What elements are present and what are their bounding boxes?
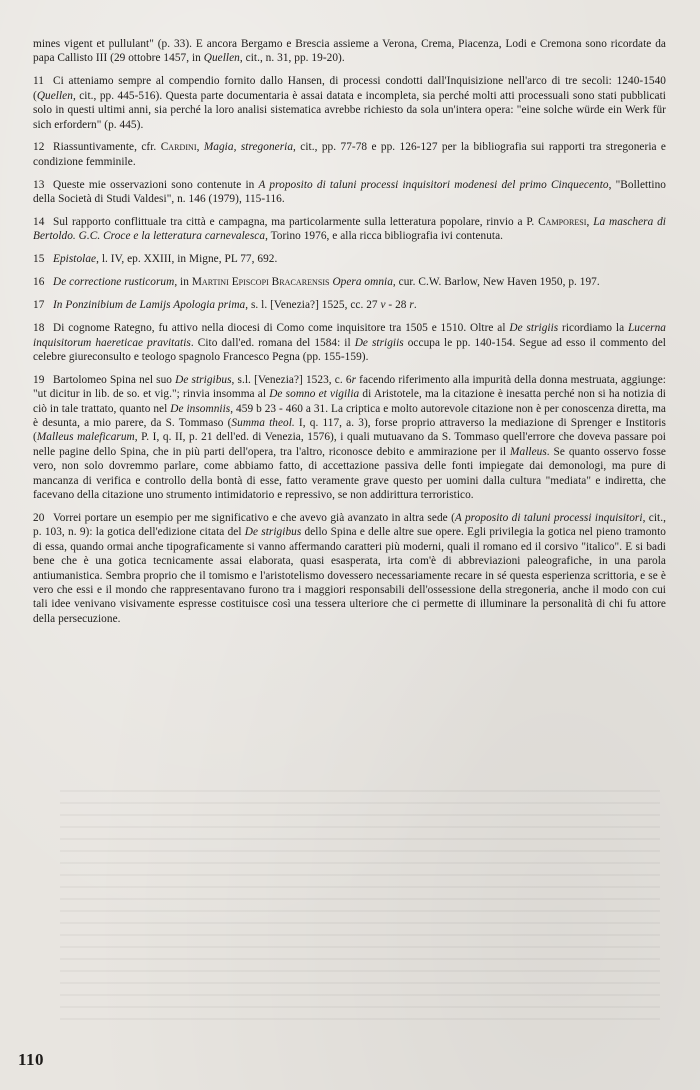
footnote-text: , Torino 1976, e alla ricca bibliografia ivi contenuta. — [265, 230, 504, 243]
footnote-text: ricordiamo la — [558, 322, 628, 335]
footnote-text: , l. IV, ep. XXIII, in Migne, PL 77, 692. — [96, 253, 278, 266]
footnote-text: dello Spina e delle altre sue opere. Egli privilegia la gotica nel pieno tramonto di essa, quando ormai anche tipograficamente si vanno affermando caratteri più moderni, quali il romano ed il corsivo "italico". E si badi bene che è una gotica tecnicamente assai elaborata, quasi esasperata, irta com'è di abbreviazioni paleografiche, in una parola antiumanistica. Sembra proprio che il tomismo e l'aristotelismo dovessero necessariamente recare in sé questa esperienza scrittoria, e se è vero che essi e il mondo che rappresentavano furono tra i maggiori responsabili dell'ossessione della stregoneria, anche il modo con cui tali idee venivano visivamente espresse costituisce così una tessera ulteriore che ci permette di illuminare la personalità di chi fu attore della persecuzione. — [33, 526, 666, 625]
footnote-text: Cardini — [160, 141, 197, 154]
footnote-text: De strigibus — [175, 373, 232, 386]
footnote-text: , 459 b 23 - 460 a 31. La criptica e molto autorevole citazione non è per conoscenza diretta, ma è desunta, a mio parere, da S. Tommaso ( — [33, 402, 666, 430]
footnote-number: 18 — [33, 322, 45, 335]
footnote — [33, 37, 666, 66]
footnote-text: - 28 — [385, 299, 410, 312]
footnote-text: , in — [174, 276, 192, 289]
footnote-text: di Aristotele, ma la citazione è inesatta perché non si ha notizia di ciò in tale trattato, quanto nel — [33, 388, 666, 415]
footnote — [33, 74, 666, 132]
footnote-number: 17 — [33, 299, 45, 312]
footnote-text: occupa le pp. 140-154. Segue ad esso il commento del celebre giureconsulto e teologo spagnolo Francesco Pegna (pp. 155-159). — [33, 336, 666, 363]
footnote-number: 16 — [33, 276, 45, 289]
footnote-text: . Cito dall'ed. romana del 1584: il — [190, 336, 355, 349]
footnote — [33, 178, 666, 207]
footnote — [33, 252, 666, 266]
footnotes-list — [33, 37, 666, 635]
footnote-number: 14 — [33, 216, 45, 229]
footnote — [33, 275, 666, 289]
footnote-text: , cit., pp. 77-78 e pp. 126-127 per la bibliografia sui rapporti tra stregoneria e condizione femminile. — [33, 141, 667, 168]
footnote-number: 11 — [33, 75, 44, 88]
show-through-text — [60, 790, 660, 1020]
footnote-text: mines vigent et pullulant" (p. 33). E ancora Bergamo e Brescia assieme a Verona, Crema, Piacenza, Lodi e Cremona sono ricordate da papa Callisto III (29 ottobre 1457, in — [33, 38, 666, 65]
footnote-text: I, q. 117, a. 3), forse proprio attraverso la mediazione di Sprenger e Institoris ( — [33, 417, 666, 444]
footnote-text: Malleus — [510, 445, 547, 458]
footnote-text: Malleus maleficarum — [36, 431, 135, 444]
footnote-text: , — [196, 141, 204, 154]
footnote-text: Camporesi — [538, 216, 587, 229]
footnote-text: De strigibus — [244, 526, 302, 539]
footnote-number: 12 — [33, 141, 45, 154]
footnote-text: Magia, stregoneria — [203, 141, 294, 154]
footnote-text: De insomniis — [170, 402, 231, 415]
footnote-text: Queste mie osservazioni sono contenute in — [53, 178, 259, 191]
footnote-text: , cur. C.W. Barlow, New Haven 1950, p. 197. — [392, 276, 600, 289]
footnote — [33, 140, 666, 169]
footnote-number: 20 — [33, 511, 45, 524]
footnote-text: La maschera di Bertoldo. G.C. Croce e la letteratura carnevalesca — [33, 216, 666, 243]
footnote-text: Riassuntivamente, cfr. — [53, 141, 161, 154]
footnote-number: 19 — [33, 373, 45, 386]
footnote-text: Quellen — [36, 89, 73, 102]
footnote-text: Opera omnia — [332, 276, 393, 289]
footnote-number: 15 — [33, 253, 45, 266]
footnote — [33, 321, 666, 364]
footnote-text: . Se quanto osservo fosse vero, non solo dovremmo parlare, come abbiamo fatto, di accettazione passiva delle fonti impiegate dai demonologi, ma pure di mancanza di verifica e controllo della bontà di esse, fatto veramente grave questo per uomini dalla cultura "mediata" e indiretta, che facevano della citazione uno strumento intimidatorio e repressivo, se non addirittura terroristico. — [33, 445, 666, 502]
footnote-text: Di cognome Rategno, fu attivo nella diocesi di Como come inquisitore tra 1505 e 1510. Oltre al — [53, 322, 510, 335]
footnote-text: , cit., p. 103, n. 9): la gotica dell'edizione citata del — [33, 511, 666, 539]
footnote-text: r — [351, 373, 357, 386]
footnote-text: Martini Episcopi Bracarensis — [191, 276, 330, 289]
footnote-text: De strigiis — [354, 336, 404, 349]
footnote-text: A proposito di taluni processi inquisitori modenesi del primo Cinquecento — [258, 178, 609, 191]
footnote-text: Summa theol. — [231, 417, 295, 430]
footnote-text: Lucerna inquisitorum haereticae pravitatis — [33, 322, 666, 349]
footnote-text: , "Bollettino della Società di Studi Valdesi", n. 146 (1979), 115-116. — [33, 178, 666, 206]
footnote-text: , s. l. [Venezia?] 1525, cc. 27 — [245, 299, 381, 312]
footnote — [33, 215, 666, 244]
footnote-text: v — [380, 299, 386, 312]
footnote — [33, 511, 666, 626]
footnote-text: A proposito di taluni processi inquisitori — [454, 511, 643, 524]
footnote-text: Vorrei portare un esempio per me significativo e che avevo già avanzato in altra sede ( — [53, 511, 455, 524]
footnote-text: . — [413, 299, 417, 312]
footnote — [33, 298, 666, 312]
footnote-text: , cit., n. 31, pp. 19-20). — [239, 52, 345, 65]
footnote-text: Epistolae — [53, 253, 97, 266]
footnote-text: , cit., pp. 445-516). Questa parte documentaria è assai datata e incompleta, sia perché molti atti processuali sono stati pubblicati solo in questi ultimi anni, sia perché la loro analisi sistematica avrebbe richiesto da sola un'intera opera: "eine solche würde ein Werk für sich erfordern" (p. 445). — [33, 89, 666, 131]
footnote-text: De correctione rusticorum — [53, 276, 175, 289]
footnote-text: Quellen — [203, 52, 240, 65]
footnote-text: Sul rapporto conflittuale tra città e campagna, ma particolarmente sulla letteratura popolare, rinvio a P. — [53, 216, 539, 229]
footnote-text: De strigiis — [509, 322, 559, 335]
footnote-text: facendo riferimento alla impurità della donna mestruata, aggiunge: "ut dicitur in lib. de so. et vig."; rinvia insomma al — [33, 373, 666, 401]
page-number: 110 — [18, 1050, 45, 1069]
footnote-text: Ci atteniamo sempre al compendio fornito dallo Hansen, di processi condotti dall'Inquisizione nell'arco di tre secoli: 1240-1540 ( — [33, 75, 666, 102]
footnote-text: , P. I, q. II, p. 21 dell'ed. di Venezia, 1576), i quali mutuavano da S. Tommaso quell'errore che doveva passare poi nelle pagine dello Spina, che in più parti dell'opera, tra l'altro, riconosce debito e ammirazione per il — [33, 431, 666, 458]
footnote-text: Bartolomeo Spina nel suo — [53, 373, 176, 386]
footnote-text: , — [586, 216, 594, 229]
footnote-text: De somno et vigilia — [269, 388, 360, 401]
footnote-text: In Ponzinibium de Lamijs Apologia prima — [53, 299, 246, 312]
footnote — [33, 373, 666, 503]
footnote-text: , s.l. [Venezia?] 1523, c. 6 — [231, 373, 352, 386]
footnote-number: 13 — [33, 178, 45, 191]
footnote-text: r — [409, 299, 414, 312]
